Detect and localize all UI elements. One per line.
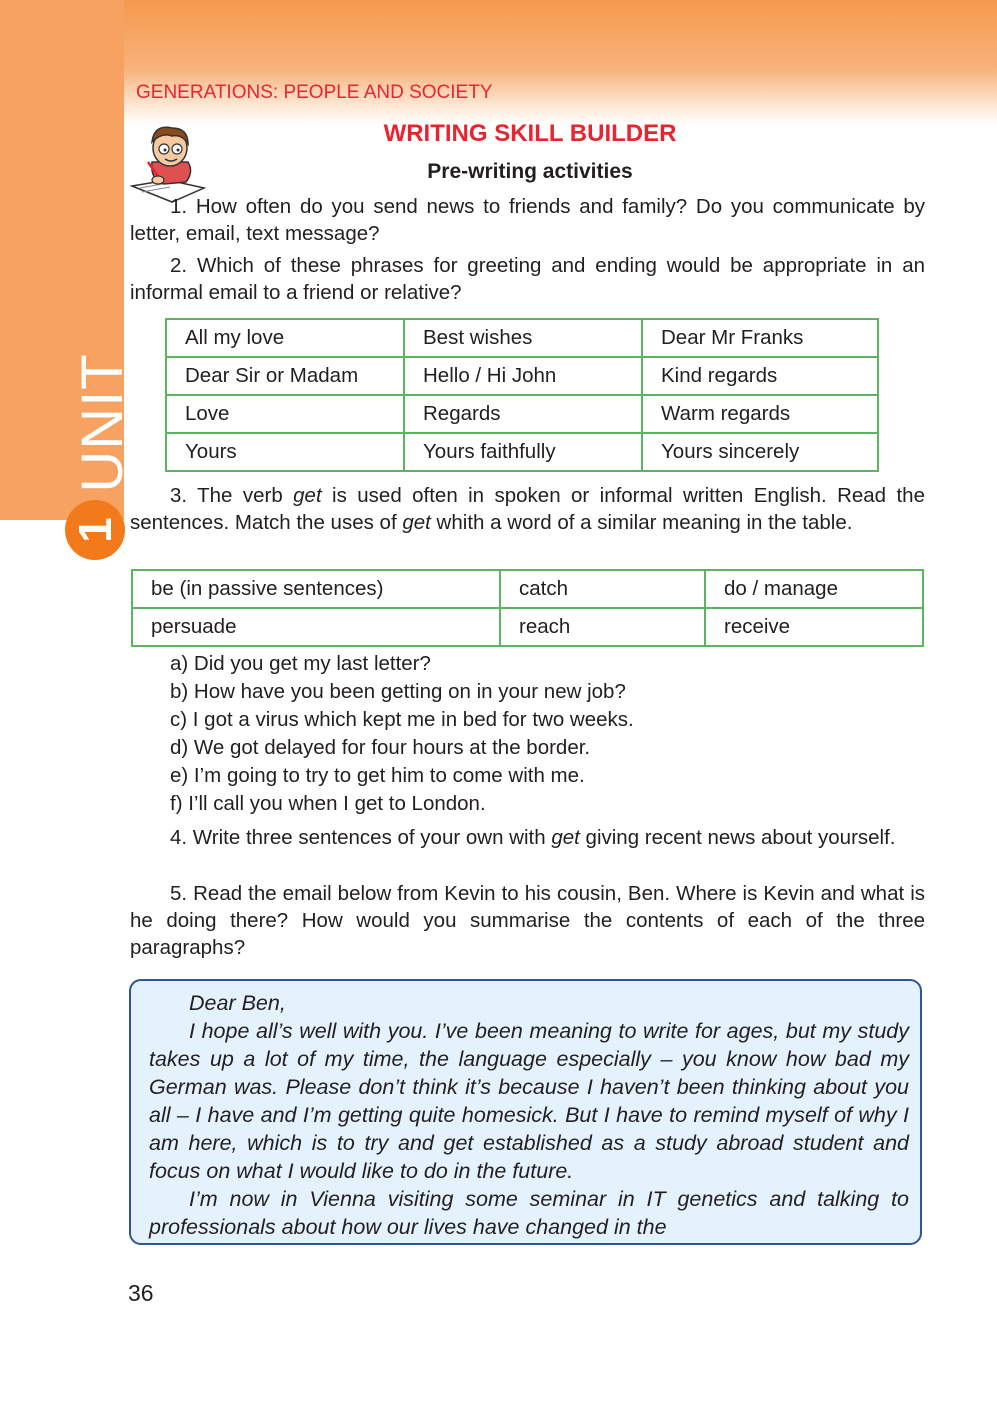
sentence-list — [170, 650, 634, 818]
list-item: e) I’m going to try to get him to come with me. — [170, 764, 585, 787]
email-paragraph-1: I hope all’s well with you. I’ve been meaning to write for ages, but my study takes up a lot of my time, the language especially – you know how bad my German was. Please don’t think it’s because I haven’t been thinking about you all – I have and I’m getting quite homesick. But I have to remind myself of why I am here, which is to try and get established as a study abroad student and focus on what I would like to do in the future. — [149, 1019, 909, 1183]
table-cell: do / manage — [705, 570, 923, 608]
table-cell: reach — [500, 608, 705, 646]
table-cell: persuade — [132, 608, 500, 646]
table-row — [132, 570, 923, 608]
list-item: f) I’ll call you when I get to London. — [170, 792, 486, 815]
table-cell: Yours — [166, 433, 404, 471]
q4-text: giving recent news about yourself. — [579, 826, 896, 849]
q3-keyword: get — [402, 511, 431, 534]
q3-text: 3. The verb — [170, 484, 294, 507]
list-item: c) I got a virus which kept me in bed for two weeks. — [170, 708, 634, 731]
table-cell: Kind regards — [642, 357, 878, 395]
question-3 — [130, 482, 925, 536]
table-cell: All my love — [166, 319, 404, 357]
chapter-category: GENERATIONS: PEOPLE AND SOCIETY — [136, 82, 493, 103]
question-2: 2. Which of these phrases for greeting and ending would be appropriate in an informal email to a friend or relative? — [130, 254, 925, 304]
table-cell: Warm regards — [642, 395, 878, 433]
table-row — [166, 395, 878, 433]
email-box — [129, 979, 922, 1245]
question-4 — [130, 824, 925, 851]
q4-keyword: get — [551, 826, 580, 849]
table-cell: Dear Sir or Madam — [166, 357, 404, 395]
meanings-table — [131, 569, 924, 647]
table-cell: Hello / Hi John — [404, 357, 642, 395]
q4-text: 4. Write three sentences of your own with — [170, 826, 552, 849]
email-paragraph-2: I’m now in Vienna visiting some seminar in IT genetics and talking to professionals about how our lives have changed in the — [149, 1187, 909, 1239]
table-cell: Yours sincerely — [642, 433, 878, 471]
q3-text: whith a word of a similar meaning in the table. — [430, 511, 853, 534]
table-cell: receive — [705, 608, 923, 646]
page-number: 36 — [128, 1280, 154, 1306]
table-cell: Yours faithfully — [404, 433, 642, 471]
table-row — [166, 319, 878, 357]
table-row — [132, 608, 923, 646]
q3-text: is used often in spoken or informal written English. Read the sentences. Match the uses of — [130, 484, 925, 534]
table-cell: Love — [166, 395, 404, 433]
table-row — [166, 357, 878, 395]
table-row — [166, 433, 878, 471]
table-cell: be (in passive sentences) — [132, 570, 500, 608]
question-1: 1. How often do you send news to friends and family? Do you communicate by letter, email, text message? — [130, 195, 925, 245]
table-cell: Regards — [404, 395, 642, 433]
email-greeting: Dear Ben, — [189, 991, 286, 1015]
section-title: WRITING SKILL BUILDER — [383, 120, 677, 147]
table-cell: catch — [500, 570, 705, 608]
email-text — [149, 989, 909, 1241]
phrases-table — [165, 318, 879, 472]
table-cell: Best wishes — [404, 319, 642, 357]
list-item: b) How have you been getting on in your new job? — [170, 680, 626, 703]
q3-keyword: get — [293, 484, 322, 507]
section-subtitle: Pre-writing activities — [427, 160, 633, 183]
list-item: a) Did you get my last letter? — [170, 652, 431, 675]
list-item: d) We got delayed for four hours at the border. — [170, 736, 591, 759]
top-header-band — [0, 0, 997, 125]
unit-label: UNIT — [70, 353, 135, 493]
table-cell: Dear Mr Franks — [642, 319, 878, 357]
unit-number: 1 — [69, 517, 121, 543]
question-5: 5. Read the email below from Kevin to his cousin, Ben. Where is Kevin and what is he doing there? How would you summarise the contents of each of the three paragraphs? — [130, 882, 925, 959]
